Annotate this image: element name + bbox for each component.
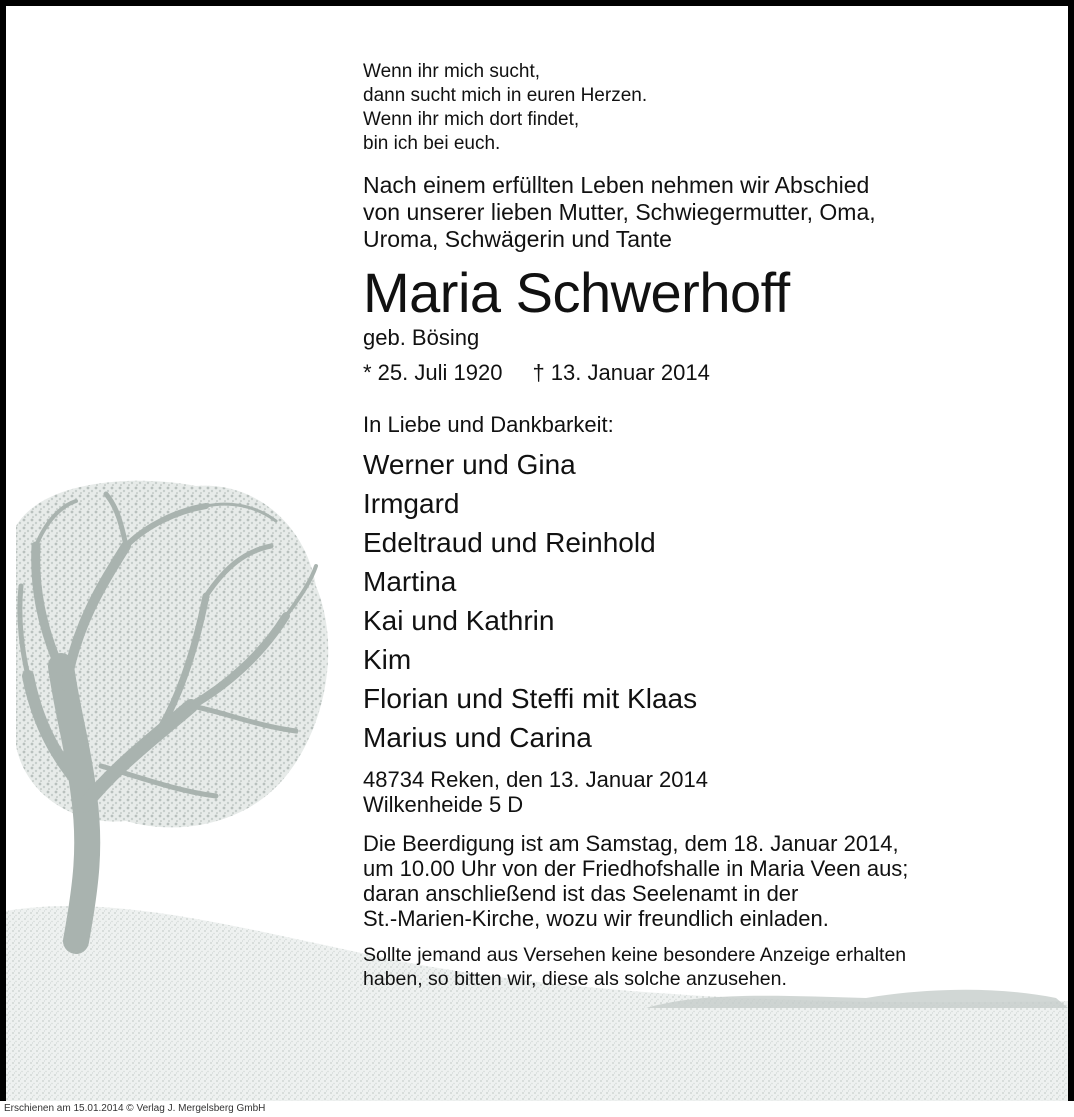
intro-line: Uroma, Schwägerin und Tante (363, 226, 672, 252)
poem (363, 60, 1003, 156)
mourners-list (363, 445, 1003, 757)
mourner: Werner und Gina (363, 449, 576, 480)
death-date: † 13. Januar 2014 (532, 360, 710, 385)
birth-date: * 25. Juli 1920 (363, 360, 503, 385)
funeral-line: daran anschließend ist das Seelenamt in der (363, 881, 799, 906)
poem-line: Wenn ihr mich sucht, (363, 61, 541, 82)
notice (363, 943, 1003, 991)
mourner: Martina (363, 566, 457, 597)
intro-line: von unserer lieben Mutter, Schwiegermutter, Oma, (363, 199, 876, 225)
poem-line: dann sucht mich in euren Herzen. (363, 85, 648, 106)
mourner: Florian und Steffi mit Klaas (363, 683, 698, 714)
mourner: Kai und Kathrin (363, 605, 555, 636)
address-line: 48734 Reken, den 13. Januar 2014 (363, 767, 708, 792)
deceased-name: Maria Schwerhoff (363, 261, 790, 324)
mourner: Edeltraud und Reinhold (363, 527, 656, 558)
life-dates (363, 359, 1003, 387)
notice-line: haben, so bitten wir, diese als solche anzusehen. (363, 968, 787, 990)
mourner: Irmgard (363, 488, 460, 519)
address (363, 767, 1003, 817)
funeral-line: Die Beerdigung ist am Samstag, dem 18. Januar 2014, (363, 831, 899, 856)
intro-line: Nach einem erfüllten Leben nehmen wir Abschied (363, 172, 870, 198)
distant-hills (646, 990, 1068, 1008)
mourner: Kim (363, 644, 412, 675)
address-line: Wilkenheide 5 D (363, 792, 524, 817)
poem-line: bin ich bei euch. (363, 133, 501, 154)
mourner: Marius und Carina (363, 722, 592, 753)
funeral-line: um 10.00 Uhr von der Friedhofshalle in Maria Veen aus; (363, 856, 909, 881)
intro-text (363, 172, 1003, 253)
funeral-details (363, 831, 1003, 931)
obituary-text (363, 60, 1003, 991)
notice-line: Sollte jemand aus Versehen keine besondere Anzeige erhalten (363, 944, 907, 966)
publication-footer: Erschienen am 15.01.2014 © Verlag J. Mergelsberg GmbH (4, 1103, 266, 1114)
thanks-line: In Liebe und Dankbarkeit: (363, 412, 614, 437)
funeral-line: St.-Marien-Kirche, wozu wir freundlich einladen. (363, 906, 829, 931)
maiden-name: geb. Bösing (363, 325, 480, 350)
poem-line: Wenn ihr mich dort findet, (363, 109, 580, 130)
